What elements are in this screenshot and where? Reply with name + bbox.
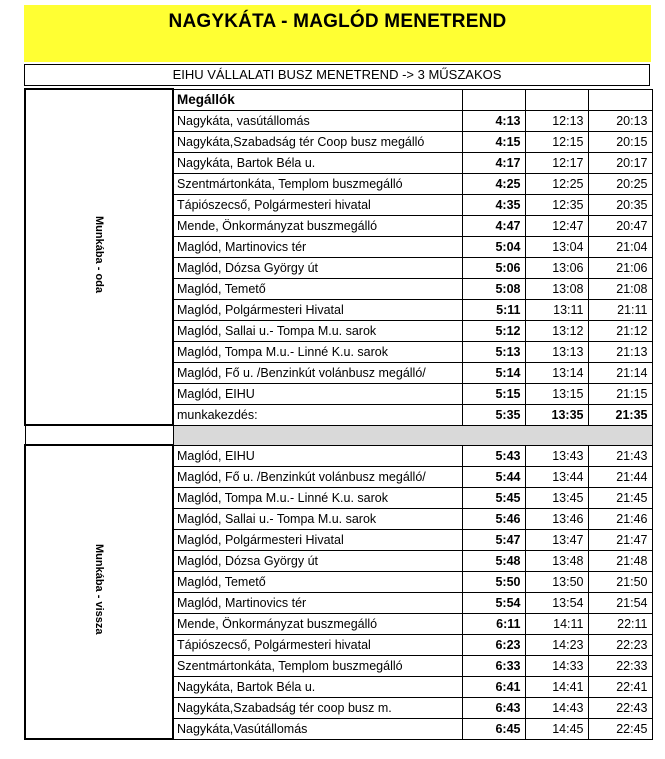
time-shift-3: 21:06	[588, 257, 652, 278]
time-shift-1: 6:33	[462, 655, 525, 676]
separator-gray	[173, 425, 652, 445]
title-banner	[24, 5, 651, 62]
time-shift-3: 21:15	[588, 383, 652, 404]
time-shift-2: 13:06	[525, 257, 588, 278]
time-shift-1: 5:15	[462, 383, 525, 404]
time-shift-3: 20:47	[588, 215, 652, 236]
time-shift-1: 5:54	[462, 592, 525, 613]
time-shift-1: 5:11	[462, 299, 525, 320]
time-shift-3: 22:23	[588, 634, 652, 655]
time-shift-2: 13:47	[525, 529, 588, 550]
time-shift-2: 14:45	[525, 718, 588, 739]
time-shift-3: 22:41	[588, 676, 652, 697]
time-shift-1: 5:35	[462, 404, 525, 425]
time-shift-2: 12:15	[525, 131, 588, 152]
time-shift-3: 21:50	[588, 571, 652, 592]
time-shift-2: 13:50	[525, 571, 588, 592]
stop-name: Maglód, Temető	[173, 278, 462, 299]
time-shift-3: 21:46	[588, 508, 652, 529]
time-shift-1: 5:46	[462, 508, 525, 529]
stop-name: Maglód, Dózsa György út	[173, 257, 462, 278]
time-shift-1: 5:45	[462, 487, 525, 508]
time-shift-2: 13:08	[525, 278, 588, 299]
time-shift-3: 21:44	[588, 466, 652, 487]
stop-name: Maglód, Fő u. /Benzinkút volánbusz megálló/	[173, 466, 462, 487]
time-shift-3: 21:04	[588, 236, 652, 257]
time-shift-3: 21:11	[588, 299, 652, 320]
stop-name: Maglód, Fő u. /Benzinkút volánbusz megálló/	[173, 362, 462, 383]
separator-row	[25, 425, 652, 445]
time-shift-3: 22:33	[588, 655, 652, 676]
time-shift-1: 5:04	[462, 236, 525, 257]
time-shift-1: 5:08	[462, 278, 525, 299]
time-shift-2: 14:23	[525, 634, 588, 655]
time-shift-2: 13:04	[525, 236, 588, 257]
direction-out-label: Munkába - oda	[93, 215, 105, 293]
time-shift-3: 22:45	[588, 718, 652, 739]
time-shift-1: 6:43	[462, 697, 525, 718]
stop-name: Nagykáta,Vasútállomás	[173, 718, 462, 739]
time-shift-3: 20:15	[588, 131, 652, 152]
stop-name: Nagykáta,Szabadság tér Coop busz megálló	[173, 131, 462, 152]
time-shift-2: 13:14	[525, 362, 588, 383]
time-shift-1: 4:17	[462, 152, 525, 173]
stop-name: Maglód, Martinovics tér	[173, 236, 462, 257]
time-shift-2: 13:11	[525, 299, 588, 320]
time-shift-1: 5:13	[462, 341, 525, 362]
direction-back-label: Munkába - vissza	[93, 544, 105, 635]
time-shift-3: 20:13	[588, 110, 652, 131]
stop-name: Maglód, Sallai u.- Tompa M.u. sarok	[173, 508, 462, 529]
stop-name: Maglód, Polgármesteri Hivatal	[173, 529, 462, 550]
subtitle: EIHU VÁLLALATI BUSZ MENETREND -> 3 MŰSZAKOS	[24, 64, 650, 86]
time-shift-1: 5:43	[462, 445, 525, 466]
stop-name: Nagykáta, Bartok Béla u.	[173, 152, 462, 173]
stop-name: munkakezdés:	[173, 404, 462, 425]
stop-name: Maglód, Temető	[173, 571, 462, 592]
time-shift-2: 13:13	[525, 341, 588, 362]
time-shift-3: 21:43	[588, 445, 652, 466]
stop-name: Maglód, EIHU	[173, 445, 462, 466]
time-shift-1: 5:47	[462, 529, 525, 550]
time-shift-3: 21:45	[588, 487, 652, 508]
time-shift-2: 12:47	[525, 215, 588, 236]
stop-name: Maglód, Polgármesteri Hivatal	[173, 299, 462, 320]
time-shift-2: 13:15	[525, 383, 588, 404]
time-shift-2: 14:11	[525, 613, 588, 634]
time-shift-2: 12:35	[525, 194, 588, 215]
time-shift-1: 4:15	[462, 131, 525, 152]
time-shift-3: 21:54	[588, 592, 652, 613]
direction-back-cell	[25, 445, 173, 739]
time-shift-3: 21:13	[588, 341, 652, 362]
time-shift-3: 21:14	[588, 362, 652, 383]
time-shift-1: 5:48	[462, 550, 525, 571]
time-shift-2: 13:46	[525, 508, 588, 529]
stop-name: Nagykáta, Bartok Béla u.	[173, 676, 462, 697]
header-row	[25, 89, 652, 110]
time-shift-2: 13:43	[525, 445, 588, 466]
time-shift-2: 13:44	[525, 466, 588, 487]
time-shift-3: 20:17	[588, 152, 652, 173]
time-shift-2: 14:41	[525, 676, 588, 697]
time-shift-1: 4:35	[462, 194, 525, 215]
time-shift-3: 21:48	[588, 550, 652, 571]
time-shift-1: 4:13	[462, 110, 525, 131]
stop-name: Tápiószecső, Polgármesteri hivatal	[173, 194, 462, 215]
time-shift-2: 13:12	[525, 320, 588, 341]
time-shift-3: 21:35	[588, 404, 652, 425]
time-shift-1: 6:23	[462, 634, 525, 655]
direction-out-cell	[25, 89, 173, 425]
time-shift-3: 22:11	[588, 613, 652, 634]
stop-name: Nagykáta, vasútállomás	[173, 110, 462, 131]
time-shift-2: 14:33	[525, 655, 588, 676]
time-shift-1: 5:12	[462, 320, 525, 341]
time-shift-2: 13:54	[525, 592, 588, 613]
time-shift-3: 20:25	[588, 173, 652, 194]
stop-name: Nagykáta,Szabadság tér coop busz m.	[173, 697, 462, 718]
stop-name: Maglód, EIHU	[173, 383, 462, 404]
time-shift-2: 13:35	[525, 404, 588, 425]
time-shift-2: 12:25	[525, 173, 588, 194]
stop-name: Maglód, Martinovics tér	[173, 592, 462, 613]
stops-header: Megállók	[173, 89, 462, 110]
time-shift-3: 21:12	[588, 320, 652, 341]
stop-name: Maglód, Sallai u.- Tompa M.u. sarok	[173, 320, 462, 341]
stop-name: Maglód, Dózsa György út	[173, 550, 462, 571]
time-shift-1: 6:41	[462, 676, 525, 697]
stop-name: Szentmártonkáta, Templom buszmegálló	[173, 655, 462, 676]
time-shift-1: 5:50	[462, 571, 525, 592]
time-shift-2: 13:48	[525, 550, 588, 571]
stop-name: Maglód, Tompa M.u.- Linné K.u. sarok	[173, 341, 462, 362]
time-shift-1: 5:14	[462, 362, 525, 383]
time-shift-1: 6:11	[462, 613, 525, 634]
stop-name: Szentmártonkáta, Templom buszmegálló	[173, 173, 462, 194]
time-shift-3: 21:08	[588, 278, 652, 299]
time-shift-1: 5:44	[462, 466, 525, 487]
time-shift-3: 21:47	[588, 529, 652, 550]
stop-name: Maglód, Tompa M.u.- Linné K.u. sarok	[173, 487, 462, 508]
time-shift-3: 20:35	[588, 194, 652, 215]
time-shift-2: 14:43	[525, 697, 588, 718]
time-shift-1: 4:25	[462, 173, 525, 194]
time-shift-1: 5:06	[462, 257, 525, 278]
time-shift-3: 22:43	[588, 697, 652, 718]
timetable	[24, 88, 653, 740]
stop-name: Mende, Önkormányzat buszmegálló	[173, 215, 462, 236]
time-shift-1: 6:45	[462, 718, 525, 739]
separator-left	[25, 425, 173, 445]
time-shift-1: 4:47	[462, 215, 525, 236]
page-title: NAGYKÁTA - MAGLÓD MENETREND	[168, 11, 507, 32]
stop-name: Mende, Önkormányzat buszmegálló	[173, 613, 462, 634]
table-row	[25, 445, 652, 466]
time-shift-2: 12:13	[525, 110, 588, 131]
stop-name: Tápiószecső, Polgármesteri hivatal	[173, 634, 462, 655]
time-shift-2: 13:45	[525, 487, 588, 508]
time-shift-2: 12:17	[525, 152, 588, 173]
